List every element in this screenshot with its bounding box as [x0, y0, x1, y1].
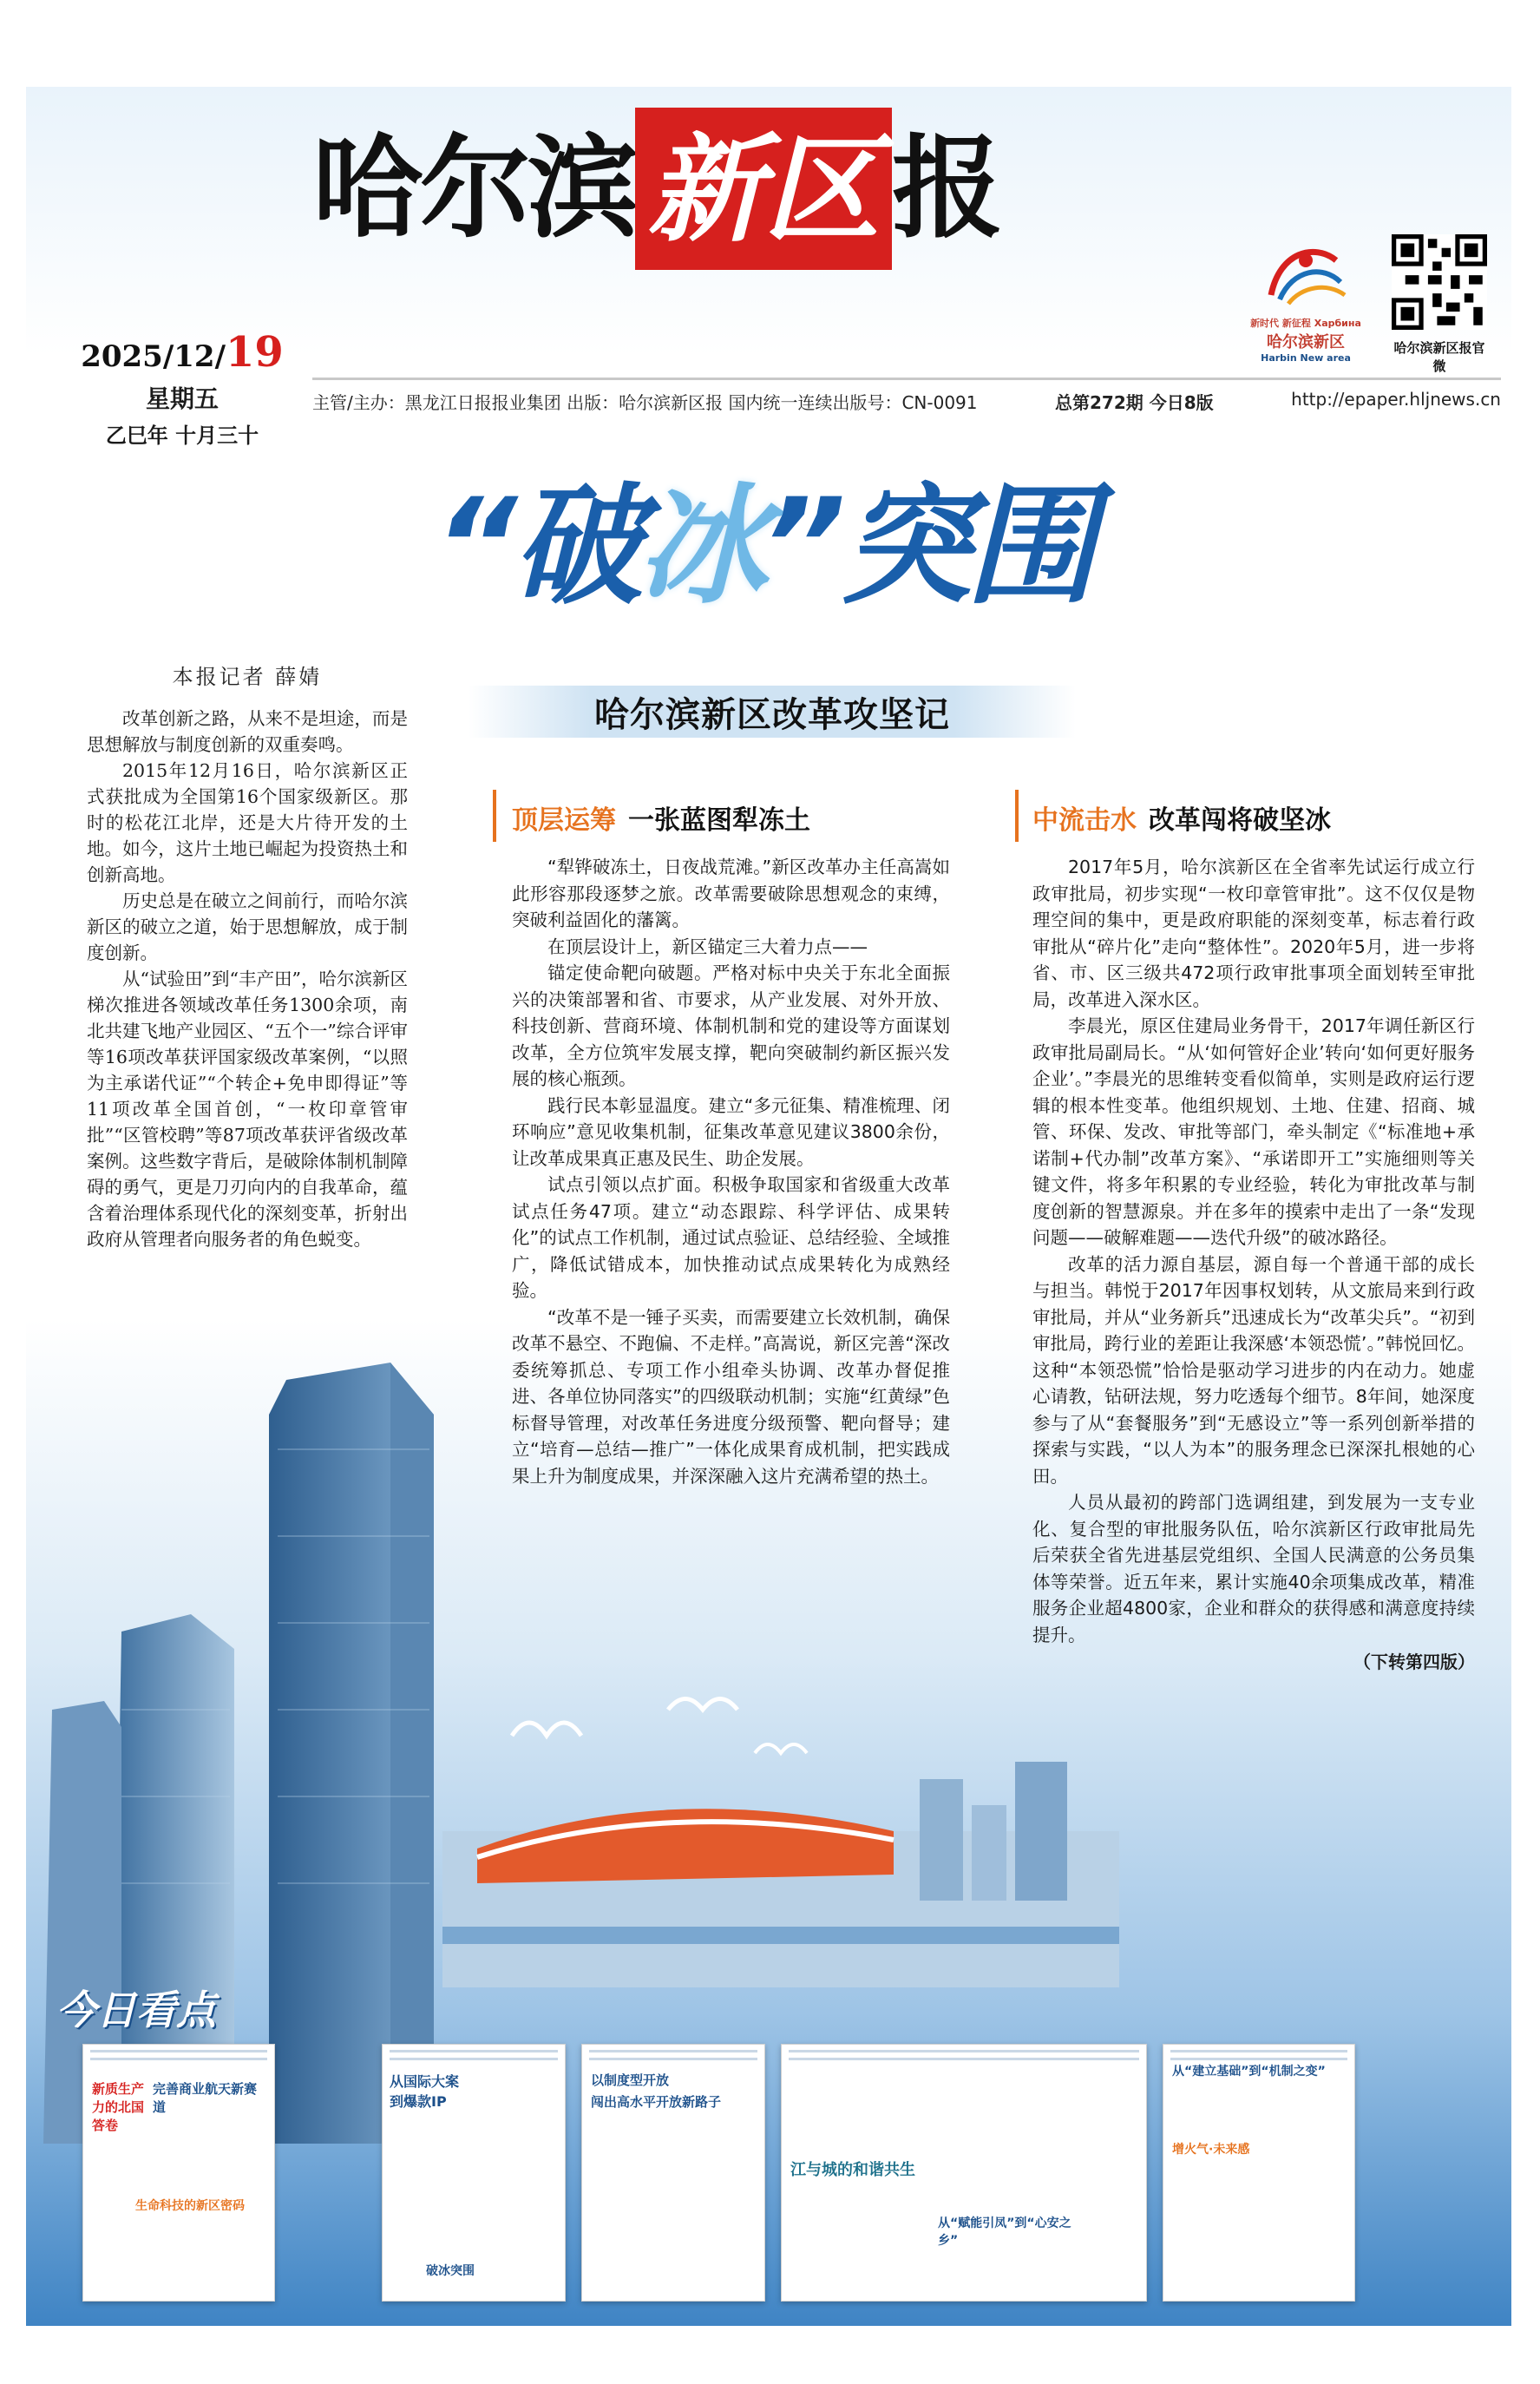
headline-text: “破冰”突围: [434, 471, 1091, 622]
main-headline: [434, 469, 1215, 677]
subheadline: 哈尔滨新区改革攻坚记: [594, 693, 950, 735]
today-highlights-label: 今日看点: [56, 1987, 216, 2033]
intro-paragraph: 改革创新之路，从来不是坦途，而是思想解放与制度创新的双重奏鸣。: [87, 708, 408, 755]
section-tag: 中流击水: [1032, 805, 1137, 836]
section-heading: [1032, 798, 1475, 837]
logo-emblem-icon: [1254, 234, 1358, 312]
page-thumbnail[interactable]: 江与城的和谐共生 从“赋能引凤”到“心安之乡”: [781, 2044, 1147, 2302]
body-paragraph: 践行民本彰显温度。建立“多元征集、精准梳理、闭环响应”意见收集机制，征集改革意见建议3800余份，让改革成果真正惠及民生、助企发展。: [512, 1094, 950, 1169]
body-paragraph: “犁铧破冻土，日夜战荒滩。”新区改革办主任高嵩如此形容那段逐梦之旅。改革需要破除思想观念的束缚，突破利益固化的藩篱。: [512, 857, 950, 930]
intro-paragraph: 历史总是在破立之间前行，而哈尔滨新区的破立之道，始于思想解放，成于制度创新。: [87, 890, 408, 963]
newspaper-title: [312, 108, 999, 269]
body-paragraph: 人员从最初的跨部门选调组建，到发展为一支专业化、复合型的审批服务队伍，哈尔滨新区行政审批局先后荣获全省先进基层党组织、全国人民满意的公务员集体等荣誉。近五年来，累计实施40余项集成改革，精准服务企业超4800家，企业和群众的获得感和满意度持续提升。: [1032, 1492, 1475, 1645]
harbin-new-area-logo: [1241, 234, 1371, 364]
section-title: 一张蓝图犁冻土: [628, 805, 810, 836]
page-thumbnail[interactable]: 以制度型开放 闯出高水平开放新路子: [581, 2044, 765, 2302]
wechat-qr-block[interactable]: [1388, 234, 1491, 375]
newspaper-page: [26, 87, 1511, 2326]
issue-lunar-date: 乙巳年 十月三十: [105, 424, 259, 448]
intro-paragraph: 2015年12月16日，哈尔滨新区正式获批成为全国第16个国家级新区。那时的松花江北岸，还是大片待开发的土地。如今，这片土地已崛起为投资热土和创新高地。: [87, 760, 408, 885]
body-paragraph: 锚定使命靶向破题。严格对标中央关于东北全面振兴的决策部署和省、市要求，从产业发展、对外开放、科技创新、营商环境、体制机制和党的建设等方面谋划改革，全方位筑牢发展支撑，靶向突破制约新区振兴发展的核心瓶颈。: [512, 962, 950, 1089]
section-divider: [1015, 790, 1019, 842]
page-thumbnail[interactable]: 从“建立基础”到“机制之变” 增火气·未来感: [1163, 2044, 1355, 2302]
intro-paragraph: 从“试验田”到“丰产田”，哈尔滨新区梯次推进各领域改革任务1300余项，南北共建飞地产业园区、“五个一”综合评审等16项改革获评国家级改革案例，“以照为主承诺代证”“个转企+免申即得证”等11项改革全国首创，“一枚印章管审批”“区管校聘”等87项改革获评省级改革案例。这些数字背后，是破除体制机制障碍的勇气，更是刀刃向内的自我革命，蕴含着治理体系现代化的深刻变革，折射出政府从管理者向服务者的角色蜕变。: [87, 969, 408, 1250]
issue-date-block: [69, 328, 295, 449]
body-paragraph: 试点引领以点扩面。积极争取国家和省级重大改革试点任务47项。建立“动态跟踪、科学评估、成果转化”的试点工作机制，通过试点验证、总结经验、全域推广，降低试错成本，加快推动试点成果转化为成熟经验。: [512, 1174, 950, 1301]
body-paragraph: “改革不是一锤子买卖，而需要建立长效机制，确保改革不悬空、不跑偏、不走样。”高嵩说，新区完善“深改委统筹抓总、专项工作小组牵头协调、改革办督促推进、各单位协同落实”的四级联动机制；实施“红黄绿”色标督导管理，对改革任务进度分级预警、靶向督导；建立“培育—总结—推广”一体化成果育成机制，把实践成果上升为制度成果，并深深融入这片充满希望的热土。: [512, 1306, 950, 1487]
publisher-info: 主管/主办：黑龙江日报报业集团 出版：哈尔滨新区报 国内统一连续出版号：CN-0091: [312, 392, 978, 413]
section-divider: [493, 790, 496, 842]
qr-code-icon[interactable]: [1392, 234, 1487, 330]
city-skyline-photo: [442, 1727, 1119, 1987]
issue-date: 2025/12/19: [81, 328, 284, 377]
section-heading: [512, 798, 950, 837]
body-paragraph: 2017年5月，哈尔滨新区在全省率先试运行成立行政审批局，初步实现“一枚印章管审批”。这不仅仅是物理空间的集中，更是政府职能的深刻变革，标志着行政审批从“碎片化”走向“整体性”。2020年5月，进一步将省、市、区三级共472项行政审批事项全面划转至审批局，改革进入深水区。: [1032, 857, 1475, 1010]
body-paragraph: 李晨光，原区住建局业务骨干，2017年调任新区行政审批局副局长。“从‘如何管好企业’转向‘如何更好服务企业’。”李晨光的思维转变看似简单，实则是政府运行逻辑的根本性变革。他组织规划、土地、住建、招商、城管、环保、发改、审批等部门，牵头制定《“标准地+承诺制+代办制”改革方案》、“承诺即开工”实施细则等关键文件，将多年积累的专业经验，转化为审批改革与制度创新的智慧源泉。并在多年的摸索中走出了一条“发现问题——破解难题——迭代升级”的破冰路径。: [1032, 1015, 1475, 1248]
section-top-level-design: [512, 798, 950, 1489]
publication-info-line: [312, 378, 1501, 414]
issue-number: 总第272期 今日8版: [1055, 392, 1214, 413]
continued-note: （下转第四版）: [1353, 1652, 1475, 1672]
subheadline-bar: [469, 686, 1076, 738]
page-thumbnail[interactable]: 新质生产力的北国答卷 完善商业航天新赛道 生命科技的新区密码: [82, 2044, 275, 2302]
title-part-bao: 报: [892, 123, 1000, 253]
body-paragraph: 改革的活力源自基层，源自每一个普通干部的成长与担当。韩悦于2017年因事权划转，从文旅局来到行政审批局，并从“业务新兵”迅速成长为“改革尖兵”。“初到审批局，跨行业的差距让我深感‘本领恐慌’。”韩悦回忆。这种“本领恐慌”恰恰是驱动学习进步的内在动力。她虚心请教，钻研法规，努力吃透每个细节。8年间，她深度参与了从“套餐服务”到“无感设立”等一系列创新举措的探索与实践，“以人为本”的服务理念已深深扎根她的心田。: [1032, 1253, 1475, 1487]
qr-caption: 哈尔滨新区报官微: [1393, 340, 1485, 374]
section-title: 改革闯将破坚冰: [1149, 805, 1331, 836]
logo-tagline: 新时代 新征程 Харбина: [1250, 318, 1361, 329]
issue-weekday: 星期五: [145, 384, 219, 413]
epaper-url[interactable]: http://epaper.hljnews.cn: [1291, 389, 1501, 410]
logo-english-name: Harbin New area: [1261, 352, 1351, 364]
masthead: [26, 87, 1511, 469]
page-thumbnail[interactable]: 从国际大案到爆款IP 破冰突围: [382, 2044, 566, 2302]
logo-name: 哈尔滨新区: [1267, 333, 1345, 351]
intro-column: [87, 660, 408, 1252]
body-paragraph: 在顶层设计上，新区锚定三大着力点——: [547, 936, 868, 957]
section-tag: 顶层运筹: [512, 805, 616, 836]
title-part-xinqu: 新区: [635, 108, 892, 270]
title-part-harbin: 哈尔滨: [312, 123, 636, 253]
section-reform-pioneers: [1032, 798, 1475, 1673]
page-thumbnails: [82, 2044, 1479, 2304]
byline: 本报记者 薛婧: [172, 665, 323, 689]
headline-ice-character: 冰: [637, 471, 763, 622]
